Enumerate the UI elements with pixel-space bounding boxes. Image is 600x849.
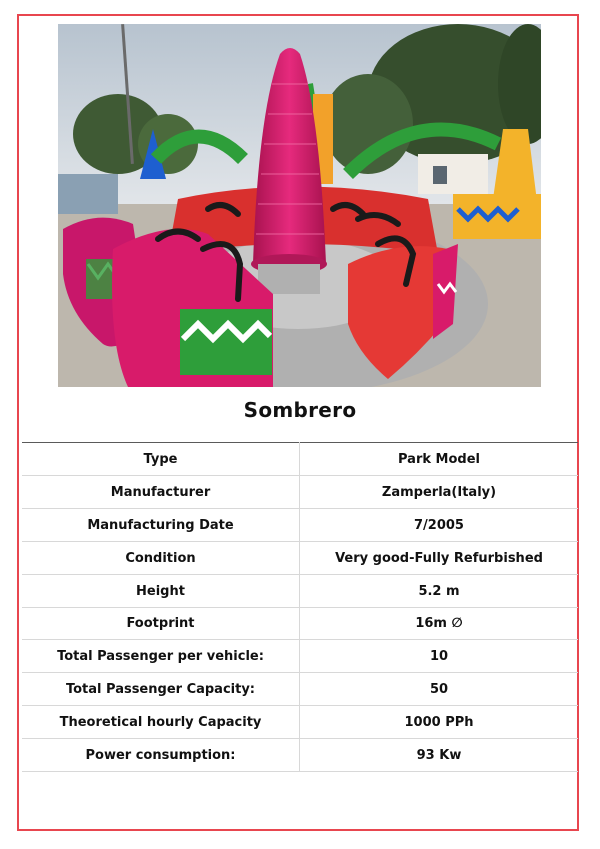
spec-label: Type — [22, 443, 300, 476]
table-row — [22, 509, 578, 542]
table-row — [22, 673, 578, 706]
table-row — [22, 739, 578, 772]
spec-label: Height — [22, 575, 300, 608]
spec-label: Theoretical hourly Capacity — [22, 706, 300, 739]
ride-title: Sombrero — [243, 398, 357, 422]
spec-value: Very good-Fully Refurbished — [300, 542, 579, 575]
spec-label: Power consumption: — [22, 739, 300, 772]
spec-value: 5.2 m — [300, 575, 579, 608]
spec-label: Manufacturer — [22, 476, 300, 509]
spec-value: 1000 PPh — [300, 706, 579, 739]
table-row — [22, 640, 578, 673]
table-row — [22, 706, 578, 739]
spec-value: 7/2005 — [300, 509, 579, 542]
spec-value: 50 — [300, 673, 579, 706]
table-row — [22, 575, 578, 608]
spec-label: Footprint — [22, 608, 300, 640]
specs-table — [22, 442, 578, 772]
spec-value: 93 Kw — [300, 739, 579, 772]
spec-label: Total Passenger per vehicle: — [22, 640, 300, 673]
table-row — [22, 608, 578, 640]
spec-label: Total Passenger Capacity: — [22, 673, 300, 706]
spec-value: Park Model — [300, 443, 579, 476]
table-row — [22, 443, 578, 476]
table-row — [22, 476, 578, 509]
spec-label: Condition — [22, 542, 300, 575]
spec-value: Zamperla(Italy) — [300, 476, 579, 509]
spec-value: 16m ∅ — [300, 608, 579, 640]
table-row — [22, 542, 578, 575]
ride-photo — [58, 24, 541, 387]
spec-label: Manufacturing Date — [22, 509, 300, 542]
spec-value: 10 — [300, 640, 579, 673]
